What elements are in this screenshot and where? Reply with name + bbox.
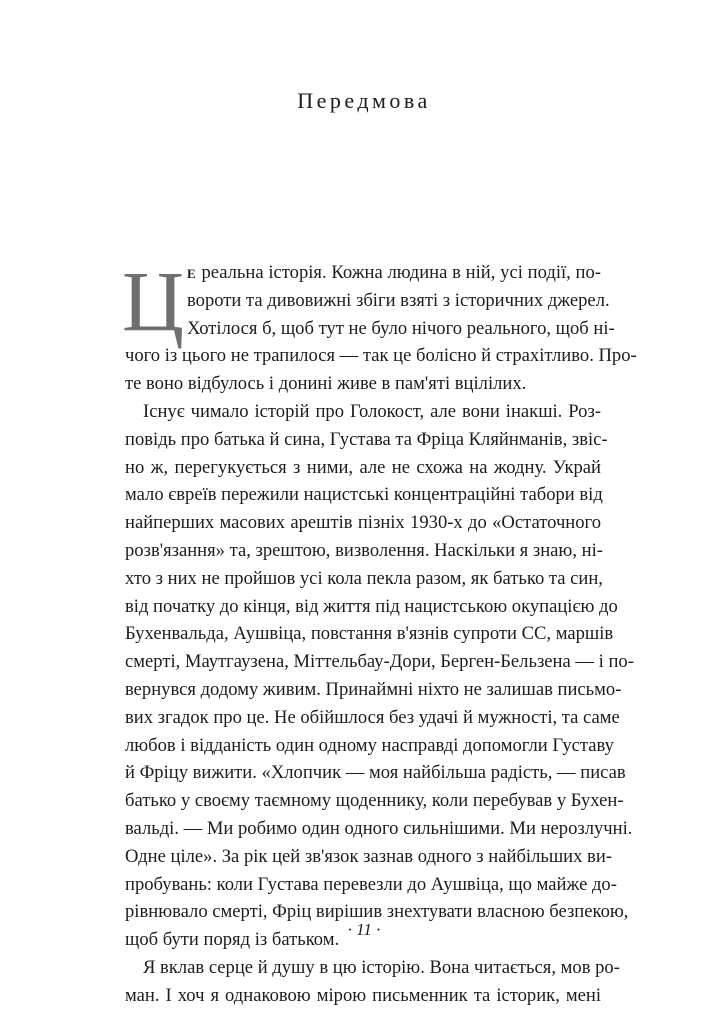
text-line: розв'язання» та, зрештою, визволення. Наскільки я знаю, ні- bbox=[125, 539, 603, 561]
text-line: хто з них не пройшов усі кола пекла разом, як батько та син, bbox=[125, 567, 603, 589]
text-line: любов і відданість один одному насправді допомогли Густаву bbox=[125, 734, 614, 756]
text-line: рівнювало смерті, Фріц вирішив знехтувати власною безпекою, bbox=[125, 901, 629, 923]
text-line: батько у своєму таємному щоденнику, коли перебував у Бухен- bbox=[125, 790, 624, 812]
text-line: пробувань: коли Густава перевезли до Аушвіца, що майже до- bbox=[125, 873, 617, 895]
lead-letters: е bbox=[187, 262, 197, 283]
text-line: те воно відбулось і донині живе в пам'яті вцілілих. bbox=[125, 373, 527, 395]
text-line: Хотілося б, щоб тут не було нічого реального, щоб ні- bbox=[187, 317, 615, 339]
text-line: вальді. — Ми робимо один одного сильнішими. Ми нерозлучні. bbox=[125, 817, 633, 839]
text-line: Я вклав серце й душу в цю історію. Вона читається, мов ро- bbox=[143, 956, 620, 978]
page-number: · 11 · bbox=[347, 920, 381, 939]
text-line: вороти та дивовижні збіги взяті з історичних джерел. bbox=[187, 289, 610, 311]
text-line: й Фріцу вижити. «Хлопчик — моя найбільша радість, — писав bbox=[125, 762, 626, 784]
text-line: повідь про батька й сина, Густава та Фріца Кляйнманів, звіс- bbox=[125, 428, 608, 450]
drop-cap: Ц bbox=[122, 253, 185, 349]
text-line: е реальна історія. Кожна людина в ній, усі події, по- bbox=[187, 262, 602, 283]
body-text bbox=[122, 253, 637, 1010]
text-line: мало євреїв пережили нацистські концентраційні табори від bbox=[125, 484, 603, 506]
text-line: від початку до кінця, від життя під нацистською окупацією до bbox=[125, 595, 618, 617]
chapter-title: Передмова bbox=[297, 88, 431, 113]
text-line: Бухенвальда, Аушвіца, повстання в'язнів супроти СС, маршів bbox=[125, 623, 614, 645]
text-line: щоб бути поряд із батьком. bbox=[125, 929, 340, 951]
text-line: Одне ціле». За рік цей зв'язок зазнав одного з найбільших ви- bbox=[125, 845, 612, 867]
text-line: но ж, перегукується з ними, але не схожа на жодну. Украй bbox=[125, 456, 601, 478]
text-line: вернувся додому живим. Принаймні ніхто не залишав письмо- bbox=[125, 678, 622, 700]
text-line: смерті, Маутгаузена, Міттельбау-Дори, Берген-Бельзена — і по- bbox=[125, 651, 634, 673]
text-line: чого із цього не трапилося — так це болісно й страхітливо. Про- bbox=[125, 345, 637, 367]
text-line: вих згадок про це. Не обійшлося без удачі й мужності, та саме bbox=[125, 706, 620, 728]
text-line: Існує чимало історій про Голокост, але вони інакші. Роз- bbox=[143, 400, 601, 422]
text-line: ман. І хоч я однаковою мірою письменник та історик, мені bbox=[125, 984, 601, 1006]
text-line: найперших масових арештів пізніх 1930-х до «Остаточного bbox=[125, 512, 601, 534]
